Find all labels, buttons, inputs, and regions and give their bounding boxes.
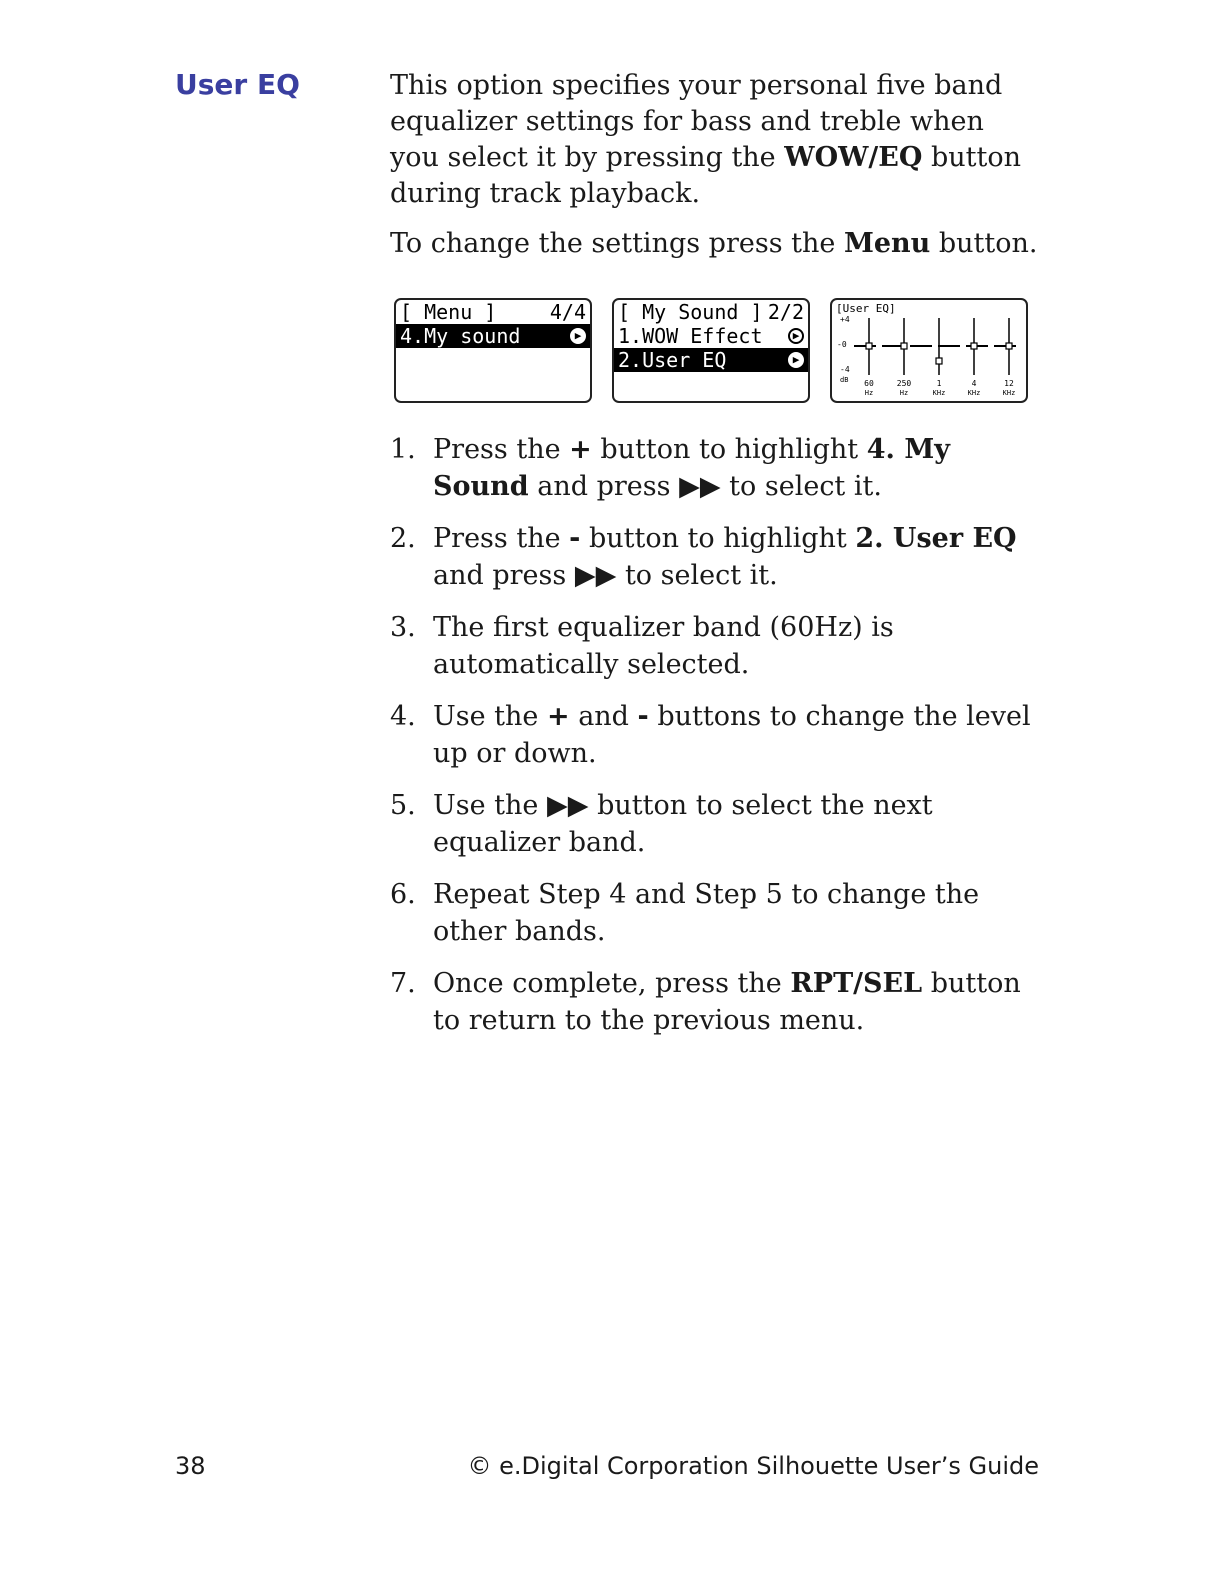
step-number: 7. — [390, 968, 416, 999]
select-arrow-icon: ▶ — [570, 328, 586, 344]
page-number: 38 — [175, 1452, 206, 1480]
eq-band-freq: 60 — [864, 379, 874, 388]
eq-title: [User EQ] — [836, 302, 896, 315]
eq-band-unit: KHz — [967, 389, 981, 397]
menu-screen — [394, 298, 592, 403]
step-number: 6. — [390, 879, 416, 910]
eq-band-unit: Hz — [899, 389, 909, 397]
step-number: 2. — [390, 523, 416, 554]
lcd-screens — [394, 298, 1040, 403]
step-fragment: Press the — [433, 523, 570, 554]
eq-band-unit: Hz — [864, 389, 874, 397]
intro-text: This option specifies your personal five band equalizer settings for bass and treble when you select it by pressing the — [390, 70, 1003, 173]
step-fragment: to select it. — [720, 471, 882, 502]
eq-band-knob — [971, 343, 977, 349]
mysound-item-label: 2.User EQ — [618, 348, 727, 372]
step-fragment: buttons to change the level up or down. — [433, 701, 1031, 769]
list-item — [390, 876, 1040, 950]
fast-forward-icon: ▶▶ — [679, 471, 721, 502]
eq-graph — [832, 300, 1026, 401]
footer-copyright: © e.Digital Corporation Silhouette User’s Guide — [467, 1452, 1039, 1480]
eq-level-label: -0 — [837, 340, 847, 349]
fast-forward-icon: ▶▶ — [574, 560, 617, 591]
step-text — [433, 698, 1040, 772]
mysound-item-usereq — [614, 348, 808, 372]
list-item — [390, 431, 1040, 505]
list-item — [390, 965, 1040, 1039]
step-text: The first equalizer band (60Hz) is automatically selected. — [433, 612, 894, 680]
eq-band-freq: 12 — [1004, 379, 1014, 388]
eq-db-label: dB — [840, 376, 849, 384]
minus-icon: - — [569, 523, 581, 554]
step-fragment: and press — [433, 560, 575, 591]
eq-band-knob — [1006, 343, 1012, 349]
step-fragment: Use the — [433, 701, 547, 732]
step-text — [433, 520, 1040, 594]
eq-band-knob — [866, 343, 872, 349]
eq-band-freq: 250 — [896, 379, 912, 388]
eq-level-label: +4 — [840, 315, 850, 324]
list-item — [390, 787, 1040, 861]
eq-band-freq: 4 — [971, 379, 977, 388]
usereq-screen — [830, 298, 1028, 403]
step-fragment: Press the — [433, 434, 570, 465]
step-text: Repeat Step 4 and Step 5 to change the other bands. — [433, 879, 980, 947]
menu-item-label: 4.My sound — [400, 324, 521, 348]
instruction-text: To change the settings press the — [390, 228, 844, 259]
menu-instruction — [390, 226, 1040, 262]
intro-text: button during track playback. — [390, 142, 1021, 209]
eq-band-knob — [936, 358, 942, 364]
step-fragment: and — [569, 701, 638, 732]
select-arrow-icon: ▶ — [788, 352, 804, 368]
menu-term: Menu — [843, 228, 931, 259]
menu-screen-page: 4/4 — [549, 300, 586, 324]
mysound-item-wow — [614, 324, 808, 348]
step-fragment: button to highlight — [580, 523, 856, 554]
step-text — [433, 431, 1040, 505]
step-fragment: to select it. — [616, 560, 778, 591]
step-number: 4. — [390, 701, 416, 732]
step-number: 1. — [390, 434, 416, 465]
mysound-screen — [612, 298, 810, 403]
eq-band-unit: KHz — [1002, 389, 1016, 397]
eq-band-freq: 1 — [936, 379, 942, 388]
fast-forward-icon: ▶▶ — [546, 790, 589, 821]
select-arrow-icon: ▶ — [788, 328, 804, 344]
minus-icon: - — [637, 701, 649, 732]
step-fragment: button to select the next equalizer band. — [433, 790, 933, 858]
plus-icon: + — [569, 434, 592, 465]
step-fragment: Use the — [433, 790, 547, 821]
step-term: RPT/SEL — [790, 968, 923, 999]
mysound-screen-title: [ My Sound ] — [618, 300, 763, 324]
section-heading: User EQ — [175, 68, 300, 101]
menu-screen-title: [ Menu ] — [400, 300, 497, 324]
step-fragment: button to highlight — [591, 434, 867, 465]
intro-paragraph — [390, 68, 1040, 212]
step-fragment: and press — [528, 471, 680, 502]
content-column — [390, 68, 1040, 1054]
mysound-item-label: 1.WOW Effect — [618, 324, 763, 348]
step-number: 5. — [390, 790, 416, 821]
menu-screen-item — [396, 324, 590, 348]
menu-screen-header — [396, 300, 590, 324]
list-item — [390, 698, 1040, 772]
step-fragment: Once complete, press the — [433, 968, 791, 999]
list-item — [390, 609, 1040, 683]
eq-level-label: -4 — [840, 365, 850, 374]
step-term: 2. User EQ — [855, 523, 1017, 554]
wow-eq-term: WOW/EQ — [784, 142, 923, 173]
eq-band-knob — [901, 343, 907, 349]
eq-band-unit: KHz — [932, 389, 946, 397]
step-fragment: button to return to the previous menu. — [433, 968, 1021, 1036]
step-text — [433, 787, 1040, 861]
step-text — [433, 965, 1040, 1039]
mysound-screen-header — [614, 300, 808, 324]
step-term: 4. My Sound — [433, 434, 950, 502]
plus-icon: + — [546, 701, 570, 732]
step-list — [390, 431, 1040, 1039]
step-number: 3. — [390, 612, 416, 643]
list-item — [390, 520, 1040, 594]
instruction-text: button. — [930, 228, 1038, 259]
mysound-screen-page: 2/2 — [767, 300, 804, 324]
